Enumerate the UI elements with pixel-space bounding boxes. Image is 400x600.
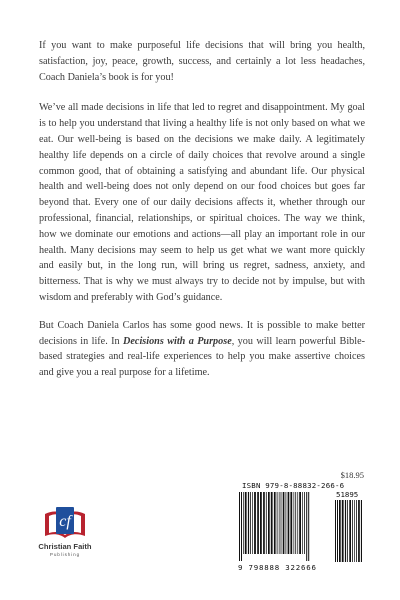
- barcode-bar: [268, 492, 270, 554]
- barcode-bar: [266, 492, 267, 554]
- blurb-paragraph-3-end: , you will learn powerful Bible-based strategies and real-life experiences to help you make assertive choices and give you a real purpose for a lifetime.: [39, 335, 365, 379]
- barcode-addon-digits: 51895: [336, 490, 359, 499]
- price-label: $18.95: [340, 470, 364, 480]
- barcode-bar: [356, 500, 357, 562]
- barcode-bar: [286, 492, 287, 554]
- barcode-bar: [239, 492, 240, 561]
- barcode-bar: [308, 492, 309, 561]
- barcode-bar: [361, 500, 362, 562]
- barcode-bar: [295, 492, 296, 554]
- barcode-bar: [254, 492, 256, 554]
- barcode-bar: [252, 492, 253, 554]
- barcode-bar: [288, 492, 290, 554]
- barcode-bar: [347, 500, 348, 562]
- barcode-bar: [250, 492, 251, 554]
- publisher-logo: [36, 505, 94, 557]
- barcode-bar: [257, 492, 259, 554]
- blurb-paragraph-1: If you want to make purposeful life decisions that will bring you health, satisfaction, joy, peace, growth, success, and certainly a lot less headaches, Coach Daniela’s book is for you!: [39, 40, 365, 83]
- blurb-paragraph-2: We’ve all made decisions in life that led to regret and disappointment. My goal is to help you understand that living a healthy life is not only based on what we eat. Our well-being is based on the decisions we make daily. A legitimately healthy life depends on a circle of daily choices that revolve around a single common good, that of obtaining a satisfying and abundant life. Our physical health and well-being does not only depend on our food choices but goes far beyond that. Every one of our daily decisions affects it, whether through our professional, financial, relationships, or spiritual choices. The way we think, how we dominate our emotions and actions—all play an important role in our health. Many decisions may seem to help us get what we want more quickly and easily but, in the long run, will bring us regret, sadness, anxiety, and bitterness. That is why we must always try to decide not by impulse, but with wisdom and preferably with God’s guidance.: [39, 102, 365, 303]
- barcode-panel: [238, 481, 364, 576]
- logo-letters: cf: [59, 513, 71, 530]
- barcode-bar: [302, 492, 303, 554]
- barcode-bar: [283, 492, 285, 554]
- barcode-bar: [263, 492, 265, 554]
- barcode-bar: [354, 500, 355, 562]
- barcode-bar: [299, 492, 301, 554]
- barcode-bar: [297, 492, 298, 554]
- ean-barcode: [238, 492, 332, 562]
- barcode-bar: [306, 492, 307, 561]
- barcode-bar: [277, 492, 278, 554]
- barcode-bar: [304, 492, 305, 554]
- barcode-bar: [339, 500, 341, 562]
- barcode-bar: [352, 500, 353, 562]
- barcode-digits: 9 798888 322666: [238, 563, 317, 572]
- barcode-bar: [281, 492, 282, 554]
- addon-barcode: [334, 500, 362, 562]
- barcode-bar: [248, 492, 249, 554]
- barcode-bar: [345, 500, 346, 562]
- barcode-bar: [294, 492, 295, 554]
- barcode-bar: [271, 492, 273, 554]
- barcode-bar: [274, 492, 276, 554]
- barcode-bar: [279, 492, 280, 554]
- blurb-paragraph-3-start: But Coach Daniela Carlos has some good news. It is possible to make better decisions in life. In: [39, 319, 365, 347]
- barcode-bar: [290, 492, 292, 554]
- barcode-bar: [337, 500, 338, 562]
- barcode-bar: [358, 500, 360, 562]
- barcode-bar: [349, 500, 351, 562]
- book-title-reference: Decisions with a Purpose: [123, 335, 232, 347]
- isbn-text: ISBN 979-8-88832-266-6: [242, 481, 345, 490]
- publisher-book-icon: [43, 505, 87, 541]
- publisher-subtitle: Publishing: [49, 552, 81, 557]
- barcode-bar: [245, 492, 247, 554]
- barcode-bar: [243, 492, 244, 554]
- blurb-text: [39, 38, 365, 391]
- barcode-bar: [260, 492, 262, 554]
- barcode-bar: [241, 492, 242, 561]
- barcode-bar: [335, 500, 336, 562]
- barcode-bar: [342, 500, 344, 562]
- publisher-name: Christian Faith: [38, 542, 92, 551]
- blurb-paragraph-3: [39, 318, 365, 381]
